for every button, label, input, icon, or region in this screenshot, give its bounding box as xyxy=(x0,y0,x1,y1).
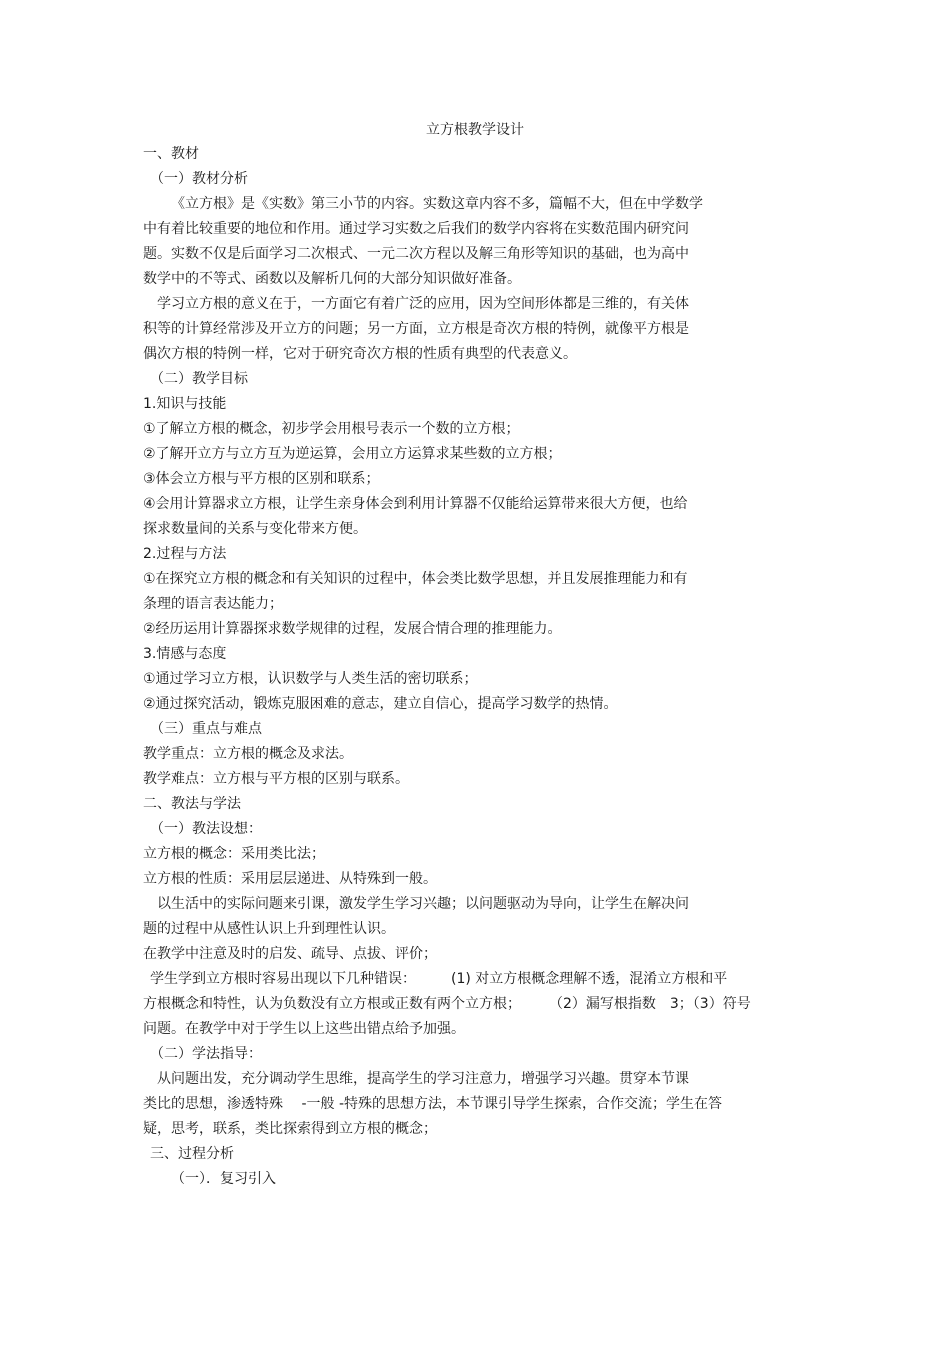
list-item-continued: 条理的语言表达能力； xyxy=(143,596,283,612)
list-item: ②了解开立方与立方互为逆运算，会用立方运算求某些数的立方根； xyxy=(143,446,562,462)
paragraph-line: 以生活中的实际问题来引课，激发学生学习兴趣；以问题驱动为导向，让学生在解决问 xyxy=(157,896,689,912)
paragraph-line: 方根概念和特性，认为负数没有立方根或正数有两个立方根； （2）漏写根指数 3；（3）符号 xyxy=(143,996,751,1012)
paragraph-line: 《立方根》是《实数》第三小节的内容。实数这章内容不多，篇幅不大，但在中学数学 xyxy=(171,196,703,212)
paragraph-line: 立方根的概念：采用类比法； xyxy=(143,846,325,862)
paragraph-line: 立方根的性质：采用层层递进、从特殊到一般。 xyxy=(143,871,437,887)
paragraph-line: 类比的思想，渗透特殊 -一般 -特殊的思想方法，本节课引导学生探索，合作交流；学生在答 xyxy=(143,1096,723,1112)
section-heading-materials: 一、教材 xyxy=(143,146,199,162)
subsection-heading-goals: （二）教学目标 xyxy=(150,371,248,387)
list-item: ④会用计算器求立方根，让学生亲身体会到利用计算器不仅能给运算带来很大方便，也给 xyxy=(143,496,688,512)
paragraph-line: 学生学到立方根时容易出现以下几种错误： (1) 对立方根概念理解不透，混淆立方根和平 xyxy=(150,971,728,987)
subsection-heading-focus: （三）重点与难点 xyxy=(150,721,262,737)
list-item: ①通过学习立方根，认识数学与人类生活的密切联系； xyxy=(143,671,478,687)
paragraph-line: 数学中的不等式、函数以及解析几何的大部分知识做好准备。 xyxy=(143,271,521,287)
subsection-heading-analysis: （一）教材分析 xyxy=(150,171,248,187)
paragraph-line: 在教学中注意及时的启发、疏导、点拔、评价； xyxy=(143,946,437,962)
document-title: 立方根教学设计 xyxy=(426,122,524,138)
paragraph-line: 教学重点：立方根的概念及求法。 xyxy=(143,746,353,762)
section-heading-methods: 二、教法与学法 xyxy=(143,796,241,812)
paragraph-line: 中有着比较重要的地位和作用。通过学习实数之后我们的数学内容将在实数范围内研究问 xyxy=(143,221,689,237)
paragraph-line: 问题。在教学中对于学生以上这些出错点给予加强。 xyxy=(143,1021,465,1037)
list-item: ①在探究立方根的概念和有关知识的过程中，体会类比数学思想，并且发展推理能力和有 xyxy=(143,571,688,587)
list-item: ①了解立方根的概念，初步学会用根号表示一个数的立方根； xyxy=(143,421,520,437)
paragraph-line: 教学难点：立方根与平方根的区别与联系。 xyxy=(143,771,409,787)
goal-heading-attitude: 3.情感与态度 xyxy=(143,646,227,662)
subsection-heading-review: （一）．复习引入 xyxy=(171,1171,276,1187)
paragraph-line: 积等的计算经常涉及开立方的问题；另一方面，立方根是奇次方根的特例，就像平方根是 xyxy=(143,321,689,337)
document-body xyxy=(143,142,823,1192)
paragraph-line: 疑，思考，联系，类比探索得到立方根的概念； xyxy=(143,1121,437,1137)
paragraph-line: 学习立方根的意义在于，一方面它有着广泛的应用，因为空间形体都是三维的，有关体 xyxy=(157,296,689,312)
paragraph-line: 偶次方根的特例一样，它对于研究奇次方根的性质有典型的代表意义。 xyxy=(143,346,577,362)
paragraph-line: 题的过程中从感性认识上升到理性认识。 xyxy=(143,921,395,937)
list-item: ②通过探究活动，锻炼克服困难的意志，建立自信心，提高学习数学的热情。 xyxy=(143,696,618,712)
list-item: ③体会立方根与平方根的区别和联系； xyxy=(143,471,380,487)
list-item: ②经历运用计算器探求数学规律的过程，发展合情合理的推理能力。 xyxy=(143,621,562,637)
goal-heading-process: 2.过程与方法 xyxy=(143,546,227,562)
paragraph-line: 从问题出发，充分调动学生思维，提高学生的学习注意力，增强学习兴趣。贯穿本节课 xyxy=(157,1071,689,1087)
subsection-heading-learning: （二）学法指导： xyxy=(150,1046,262,1062)
list-item-continued: 探求数量间的关系与变化带来方便。 xyxy=(143,521,367,537)
section-heading-process: 三、过程分析 xyxy=(150,1146,234,1162)
goal-heading-knowledge: 1.知识与技能 xyxy=(143,396,227,412)
paragraph-line: 题。实数不仅是后面学习二次根式、一元二次方程以及解三角形等知识的基础，也为高中 xyxy=(143,246,689,262)
subsection-heading-teaching: （一）教法设想： xyxy=(150,821,262,837)
